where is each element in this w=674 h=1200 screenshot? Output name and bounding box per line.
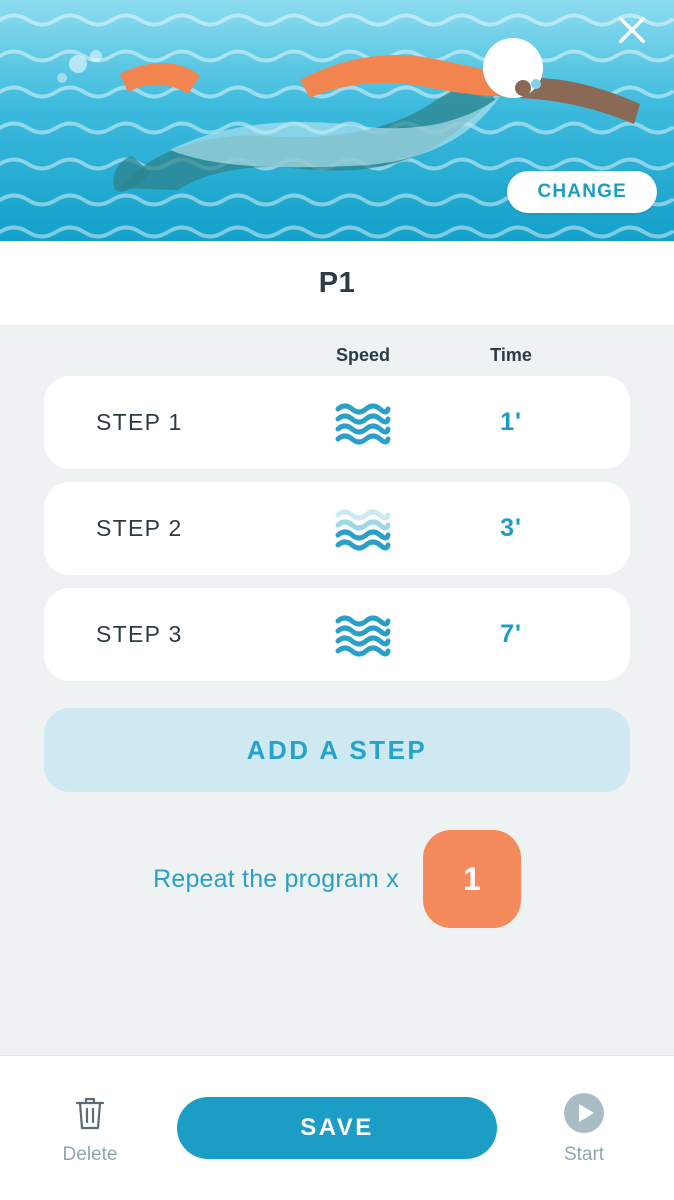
step-time[interactable]: 7' (500, 620, 522, 648)
table-row[interactable] (44, 482, 630, 575)
waves-icon (332, 612, 394, 658)
column-header-time: Time (490, 345, 532, 365)
step-speed-cell[interactable] (289, 506, 437, 552)
step-label: STEP 3 (96, 621, 183, 647)
save-button[interactable]: SAVE (177, 1097, 497, 1159)
close-icon[interactable] (608, 6, 656, 54)
waves-icon (332, 400, 394, 446)
repeat-program-row (44, 830, 630, 928)
play-icon (563, 1090, 605, 1136)
step-time[interactable]: 1' (500, 408, 522, 436)
step-label: STEP 2 (96, 515, 183, 541)
program-steps-panel (0, 325, 674, 1055)
bottom-action-bar (0, 1055, 674, 1200)
start-label: Start (563, 1144, 605, 1165)
step-time[interactable]: 3' (500, 514, 522, 542)
table-row[interactable] (44, 376, 630, 469)
step-label: STEP 1 (96, 409, 183, 435)
delete-label: Delete (62, 1144, 118, 1165)
delete-button[interactable] (40, 1090, 140, 1166)
repeat-count-stepper[interactable]: 1 (423, 830, 521, 928)
change-image-button[interactable]: CHANGE (507, 171, 657, 213)
table-header (44, 325, 630, 376)
repeat-program-label: Repeat the program x (153, 864, 399, 893)
add-step-button[interactable]: ADD A STEP (44, 708, 630, 792)
waves-icon (332, 506, 394, 552)
page-title: P1 (318, 266, 356, 299)
table-row[interactable] (44, 588, 630, 681)
trash-icon (73, 1090, 107, 1136)
header-spacer (44, 345, 289, 366)
step-speed-cell[interactable] (289, 612, 437, 658)
start-button[interactable] (534, 1090, 634, 1166)
step-speed-cell[interactable] (289, 400, 437, 446)
hero-banner (0, 0, 674, 241)
page-title-bar (0, 241, 674, 325)
column-header-speed: Speed (335, 345, 391, 365)
